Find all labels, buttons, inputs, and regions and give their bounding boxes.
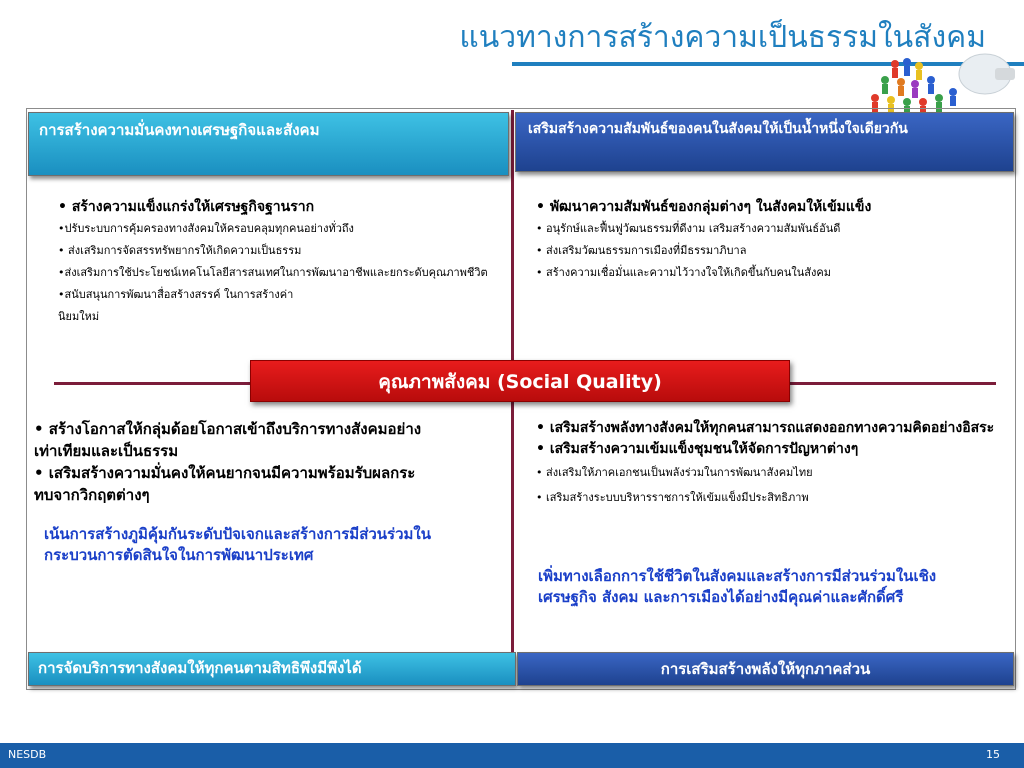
page-number: 15 [986,748,1000,761]
list-item: • สร้างความเชื่อมั่นและความไว้วางใจให้เกิดขึ้นกับคนในสังคม [536,266,832,279]
list-item: • เสริมสร้างระบบบริหารราชการให้เข้มแข็งมีประสิทธิภาพ [536,491,809,504]
header-social-relations: เสริมสร้างความสัมพันธ์ของคนในสังคมให้เป็นน้ำหนึ่งใจเดียวกัน [515,112,1014,172]
list-item: • อนุรักษ์และฟื้นฟูวัฒนธรรมที่ดีงาม เสริมสร้างความสัมพันธ์อันดี [536,222,841,235]
social-quality-banner: คุณภาพสังคม (Social Quality) [250,360,790,402]
header-social-services: การจัดบริการทางสังคมให้ทุกคนตามสิทธิพึงมีพึงได้ [28,652,516,686]
list-item: • สร้างโอกาสให้กลุ่มด้อยโอกาสเข้าถึงบริการทางสังคมอย่างเท่าเทียมและเป็นธรรม [34,420,422,460]
bottom-left-highlight: เน้นการสร้างภูมิคุ้มกันระดับปัจเจกและสร้างการมีส่วนร่วมในกระบวนการตัดสินใจในการพัฒนาประเทศ [44,525,431,564]
list-item: • ส่งเสริมการจัดสรรทรัพยากรให้เกิดความเป็นธรรม [58,244,302,257]
list-item: • สร้างความแข็งแกร่งให้เศรษฐกิจฐานราก [58,199,315,215]
list-item: • พัฒนาความสัมพันธ์ของกลุ่มต่างๆ ในสังคมให้เข้มแข็ง [536,199,872,215]
list-item: • ส่งเสริมให้ภาคเอกชนเป็นพลังร่วมในการพัฒนาสังคมไทย [536,466,813,479]
list-item: •ปรับระบบการคุ้มครองทางสังคมให้ครอบคลุมทุกคนอย่างทั่วถึง [58,222,354,235]
list-item: • เสริมสร้างความมั่นคงให้คนยากจนมีความพร้อมรับผลกระทบจากวิกฤตต่างๆ [34,464,416,504]
header-economic-social-security: การสร้างความมั่นคงทางเศรษฐกิจและสังคม [28,112,509,176]
list-item: •สนับสนุนการพัฒนาสื่อสร้างสรรค์ ในการสร้างค่านิยมใหม่ [58,288,294,323]
top-right-list [536,196,1006,284]
bottom-right-list [536,418,1014,508]
footer-org-label: NESDB [8,748,47,761]
list-item: •ส่งเสริมการใช้ประโยชน์เทคโนโลยีสารสนเทศในการพัฒนาอาชีพและยกระดับคุณภาพชีวิต [58,266,488,279]
footer-bar [0,743,1024,768]
header-empowerment: การเสริมสร้างพลังให้ทุกภาคส่วน [517,652,1014,686]
list-item: • เสริมสร้างความเข้มแข็งชุมชนให้จัดการปัญหาต่างๆ [536,441,859,457]
top-left-list [58,196,498,328]
page-title: แนวทางการสร้างความเป็นธรรมในสังคม [459,20,986,55]
bottom-left-list [34,418,474,506]
list-item: • ส่งเสริมวัฒนธรรมการเมืองที่มีธรรมาภิบาล [536,244,747,257]
bottom-right-highlight: เพิ่มทางเลือกการใช้ชีวิตในสังคมและสร้างการมีส่วนร่วมในเชิงเศรษฐกิจ สังคม และการเมืองได้อย่างมีคุณค่าและศักดิ์ศรี [538,567,937,606]
list-item: • เสริมสร้างพลังทางสังคมให้ทุกคนสามารถแสดงออกทางความคิดอย่างอิสระ [536,420,995,436]
